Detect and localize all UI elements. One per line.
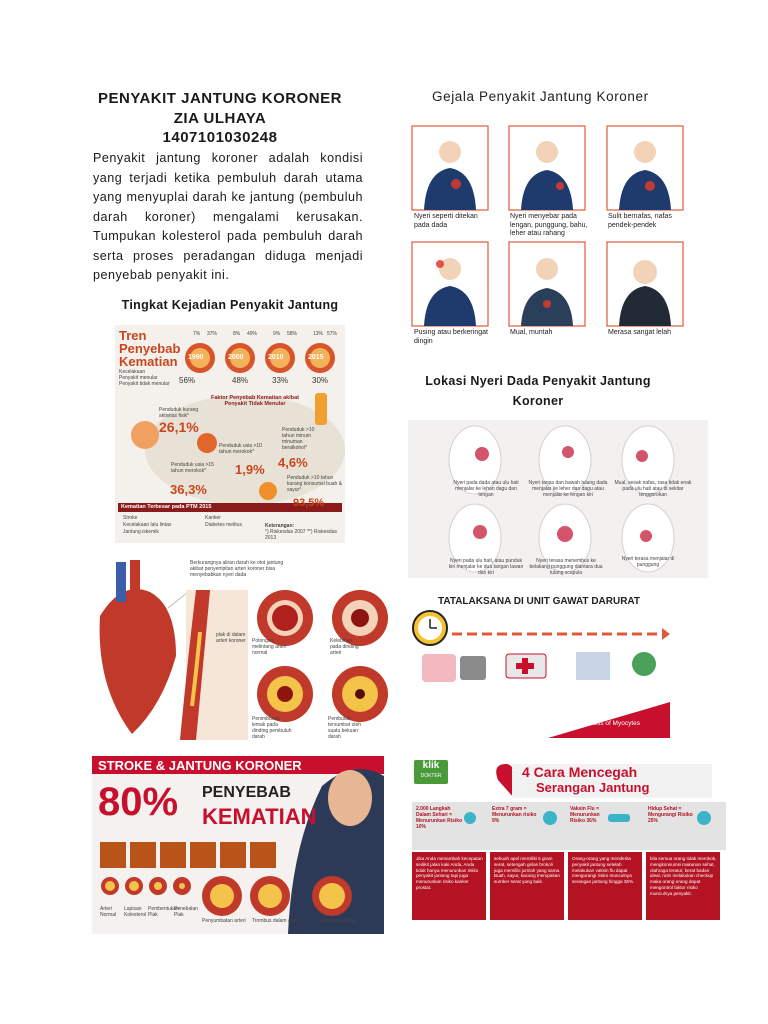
symptom-caption: Merasa sangat lelah bbox=[608, 329, 672, 336]
tip-body: Orang-orang yang menderita penyakit jantung setelah melakukan vaksin flu dapat mengurangi risiko munculnya serangan jantung hingga 36%. bbox=[572, 856, 635, 885]
torso-figures bbox=[408, 420, 708, 578]
cause-item: Diabetes melitus bbox=[205, 522, 242, 528]
factor-title: Faktor Penyebab Kematian akibat Penyakit Tidak Menular bbox=[210, 395, 300, 407]
stat-label: Penduduk >10 tahun minum minuman beralkohol* bbox=[282, 427, 315, 451]
pct-top: 7% bbox=[193, 331, 201, 337]
stroke-line2: PENYEBAB bbox=[202, 784, 291, 801]
pain-label: Mual, sesak nafas, rasa tidak enak pada ulu hati atau di sekitar tenggorokan bbox=[614, 480, 692, 498]
cause-item: Kecelakaan lalu lintas bbox=[123, 522, 172, 528]
symptom-caption: Nyeri menyebar pada lengan, punggung, bahu, leher atau rahang bbox=[510, 213, 588, 237]
legend-item: Penyakit tidak menular bbox=[119, 381, 170, 387]
pct-top: 37% bbox=[207, 331, 218, 337]
stroke-line1: STROKE & JANTUNG KORONER bbox=[98, 758, 302, 773]
stroke-step: Penyumbatan arteri bbox=[202, 918, 246, 924]
pain-location-title: Lokasi Nyeri Dada Penyakit Jantung Koroner bbox=[425, 374, 651, 408]
pain-label: Nyeri terasa menjalar di punggung bbox=[621, 556, 675, 568]
tip-head: Hidup Sehat = Mengurangi Risiko 25% bbox=[648, 806, 693, 824]
tip-head: Vaksin Flu = Menurunkan Risiko 36% bbox=[570, 806, 600, 824]
stat-label: Penduduk kurang aktivitas fisik* bbox=[159, 407, 199, 419]
myocyte-loss-label: Increasing Loss of Myocytes bbox=[558, 720, 641, 727]
symptom-caption: Pusing atau berkeringat dingin bbox=[414, 329, 488, 345]
artery-label: plak di dalam arteri koroner bbox=[216, 632, 246, 644]
artery-illustration bbox=[92, 556, 388, 740]
pain-label: Nyeri pada ulu hati, atau punduk kiri menjalar ke dua tangan lawan dan kiri bbox=[448, 558, 524, 576]
note-text: *) Riskesdas 2007 **) Riskesdas 2013 bbox=[265, 529, 337, 541]
stroke-step: Arteri Normal bbox=[100, 906, 117, 918]
stat-value: 93,5% bbox=[293, 497, 325, 509]
stroke-pct: 80% bbox=[98, 780, 179, 824]
cause-item: Jantung iskemik bbox=[123, 529, 159, 535]
stroke-step: Lapisan Kolesterol bbox=[124, 906, 147, 918]
pct-bottom: 48% bbox=[232, 376, 249, 385]
pct-top: 58% bbox=[287, 331, 298, 337]
pain-label: Nyeri tanpa dan bawah tulang dada menjalar ke leher dan dagu atau menjalar ke lengan kiri bbox=[528, 480, 608, 498]
artery-label: Potongan melintang arteri normal bbox=[252, 638, 287, 656]
pct-top: 9% bbox=[273, 331, 281, 337]
stat-value: 36,3% bbox=[170, 482, 207, 497]
stroke-line3: KEMATIAN bbox=[202, 804, 317, 829]
cause-item: Kanker bbox=[205, 515, 221, 521]
artery-caption: Berkurangnya aliran darah ke otot jantung akibat penyempitan arteri koroner bisa menyebabkan nyeri dada bbox=[190, 560, 284, 578]
tip-body: Jika Anda menambah kecepatan sedikit jalan kaki Anda, Anda tidak hanya menurunkan risiko penyakit jantung tapi juga menurunkan risiko kanker prostat. bbox=[416, 856, 483, 890]
pain-label: Nyeri pada dada atau ulu hati menjalar ke lehan dagu dan lengan bbox=[453, 480, 519, 498]
trend-heading-2: Penyebab bbox=[119, 341, 181, 356]
stat-value: 4,6% bbox=[278, 455, 308, 470]
tip-head: Extra 7 gram = Menurunkan risiko 9% bbox=[492, 806, 537, 824]
logo-bottom: DOKTER bbox=[420, 773, 442, 779]
artery-label: Pembuluh tersumbat oleh suatu bekuan darah bbox=[328, 716, 362, 740]
causes-title: Kematian Terbesar pada PTM 2015 bbox=[121, 504, 212, 510]
year-2000: 2000 bbox=[228, 354, 244, 361]
logo-top: klik bbox=[422, 760, 440, 771]
prevent-title-2: Serangan Jantung bbox=[536, 780, 650, 795]
legend-item: Kecelakaan bbox=[119, 369, 146, 375]
legend-item: Penyakit menular bbox=[119, 375, 158, 381]
note-label: Keterangan: bbox=[265, 523, 295, 529]
author-name: ZIA ULHAYA bbox=[173, 110, 267, 127]
trend-heading-1: Tren bbox=[119, 328, 147, 343]
symptoms-title: Gejala Penyakit Jantung Koroner bbox=[432, 89, 649, 104]
stroke-step: Penebalan Plak bbox=[174, 906, 198, 918]
pain-label: Nyeri terasa menembus ke belakang punggung diantara dua tulang scapula bbox=[529, 558, 603, 576]
stroke-step: Trombus dalam arteri bbox=[252, 918, 300, 924]
pct-bottom: 33% bbox=[272, 376, 289, 385]
tip-body: bila semua orang tidak merokok, mengkonsumsi makanan sehat, olahraga teratur, berat badan ideal, rutin melakukan checkup maka orang-orang dapat mengontrol faktor risiko munculnya penyakit. bbox=[650, 856, 717, 896]
incidence-title: Tingkat Kejadian Penyakit Jantung bbox=[121, 298, 339, 312]
year-2015: 2015 bbox=[308, 354, 324, 361]
intro-paragraph: Penyakit jantung koroner adalah kondisi yang terjadi ketika pembuluh darah utama yang menyuplai darah ke jantung (pembuluh darah koroner) mengalami kerusakan. Tumpukan kolesterol pada pembuluh darah serta proses peradangan diduga menjadi penyebab penyakit ini. bbox=[93, 151, 363, 282]
tip-body: sebuah apel memiliki 5 gram serat, setengah gelas brokoli juga memiliki jumlah yang sama. Buah, sayur, kacang merupakan sumber serat yang baik. bbox=[494, 856, 561, 885]
prevention-panel bbox=[412, 758, 726, 920]
pct-bottom: 30% bbox=[312, 376, 329, 385]
stroke-poster bbox=[92, 756, 384, 934]
pain-location-grid bbox=[408, 420, 708, 578]
stat-label: Penduduk >10 tahun kurang konsumsi buah & sayur* bbox=[287, 475, 343, 493]
stroke-step: Arteri tersumbat bbox=[320, 918, 356, 924]
er-title: TATALAKSANA DI UNIT GAWAT DARURAT bbox=[438, 596, 641, 607]
pct-bottom: 56% bbox=[179, 376, 196, 385]
year-2010: 2010 bbox=[268, 354, 284, 361]
stroke-step: Pembentukan Plak bbox=[148, 906, 179, 918]
stat-label: Penduduk usia >15 tahun merokok* bbox=[171, 462, 214, 474]
stat-value: 1,9% bbox=[235, 462, 265, 477]
er-panel bbox=[408, 592, 670, 740]
pct-top: 57% bbox=[327, 331, 338, 337]
page-title: PENYAKIT JANTUNG KORONER bbox=[98, 90, 342, 107]
student-id: 1407101030248 bbox=[162, 129, 278, 146]
symptom-caption: Sulit bernafas, nafas pendek-pendek bbox=[608, 213, 672, 229]
artery-label: Kelebihan pada dinding arteri bbox=[330, 638, 359, 656]
symptom-caption: Mual, muntah bbox=[510, 329, 553, 336]
symptom-caption: Nyeri seperti ditekan pada dada bbox=[414, 213, 478, 229]
artery-label: Penimbunan lemak pada dinding pembuluh darah bbox=[252, 716, 292, 740]
pct-top: 49% bbox=[247, 331, 258, 337]
stat-label: Penduduk usia >10 tahun merokok* bbox=[219, 443, 262, 455]
symptoms-grid bbox=[410, 124, 672, 345]
prevent-title-1: 4 Cara Mencegah bbox=[522, 764, 638, 780]
incidence-infographic bbox=[115, 325, 345, 543]
trend-heading-3: Kematian bbox=[119, 354, 178, 369]
year-1990: 1990 bbox=[188, 354, 204, 361]
tip-head: 2.000 Langkah Dalam Sehari = Menurunkan Risiko 10% bbox=[416, 806, 463, 830]
cause-item: Stroke bbox=[123, 515, 138, 521]
pct-top: 13% bbox=[313, 331, 324, 337]
stat-value: 26,1% bbox=[159, 419, 199, 435]
er-graphics bbox=[408, 592, 670, 740]
pct-top: 8% bbox=[233, 331, 241, 337]
